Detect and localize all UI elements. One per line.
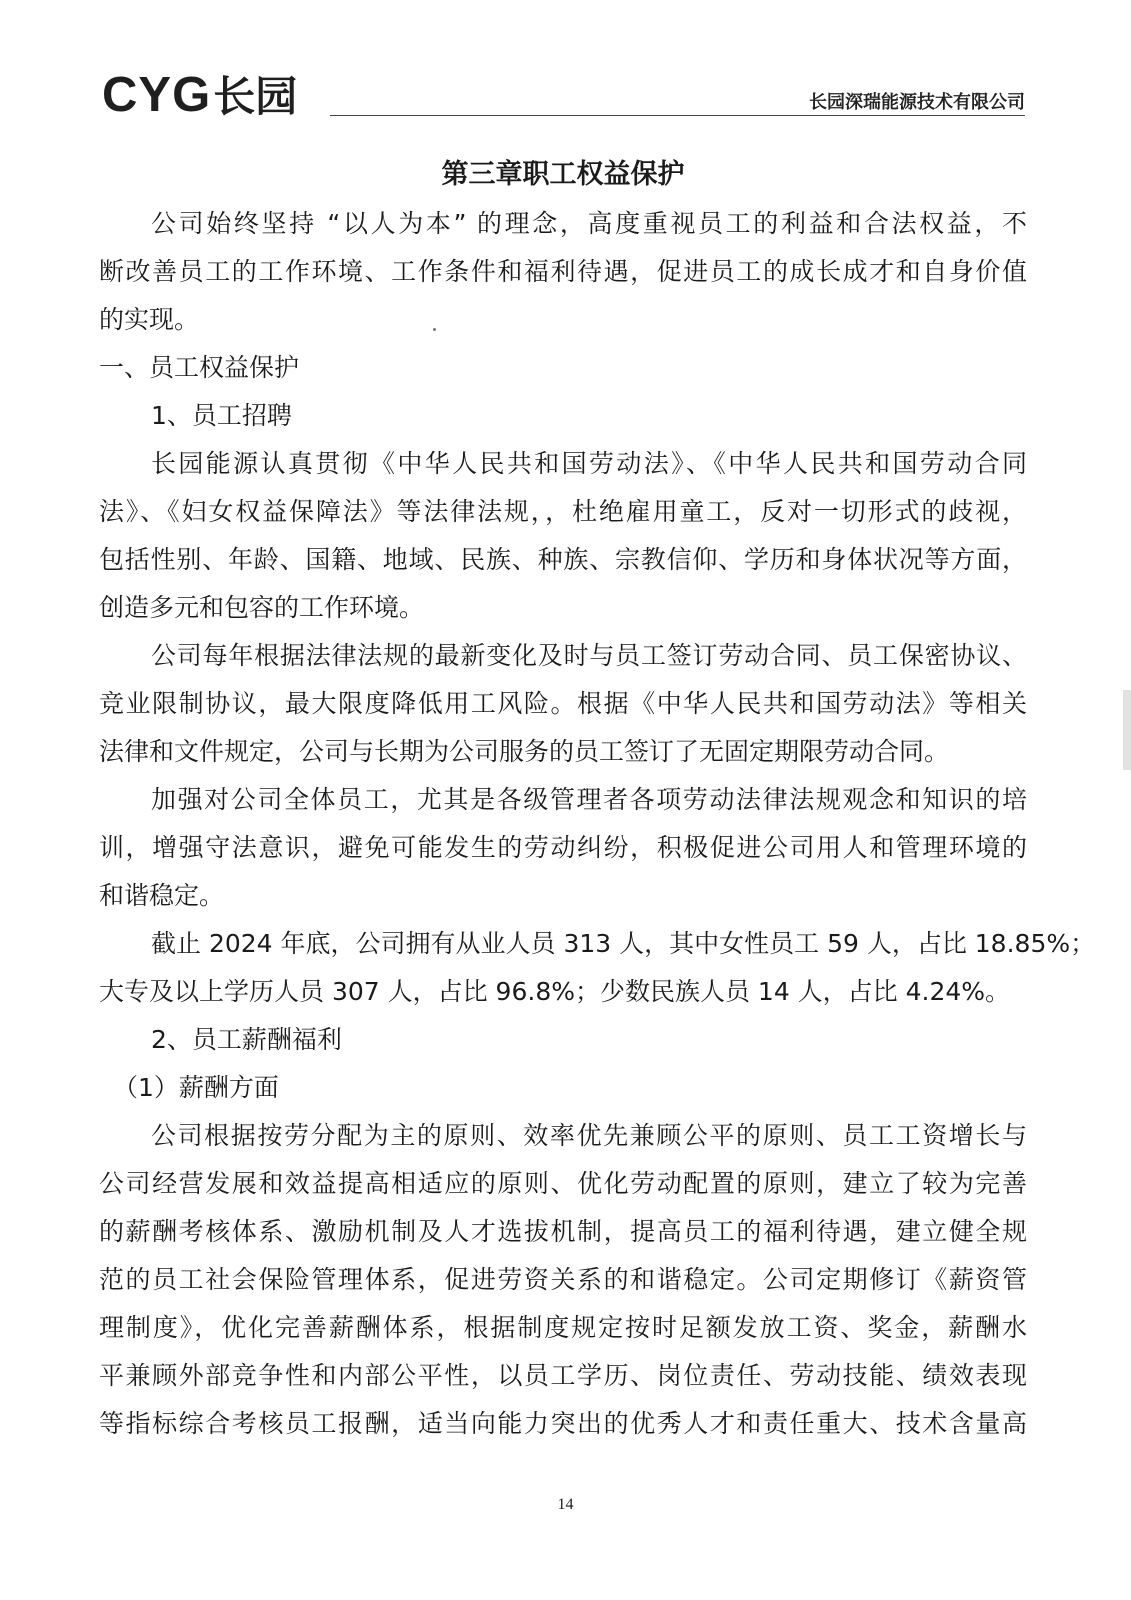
paragraph-recruit-line: 长园能源认真贯彻《中华人民共和国劳动法》、《中华人民共和国劳动合同 [151,449,1027,478]
paragraph-stats-line: 大专及以上学历人员 307 人，占比 96.8%；少数民族人员 14 人，占比 4.24%。 [99,977,1011,1006]
paragraph-salary-line: 公司根据按劳分配为主的原则、效率优先兼顾公平的原则、员工工资增长与 [151,1121,1027,1150]
page-number: 14 [557,1496,574,1513]
paragraph-training-line: 和谐稳定。 [99,881,225,910]
header-rule [330,115,1025,116]
paragraph-salary-line: 范的员工社会保险管理体系，促进劳资关系的和谐稳定。公司定期修订《薪资管 [99,1265,1027,1294]
logo-latin: CYG [102,68,212,122]
paragraph-intro-line: 公司始终坚持 “以人为本” 的理念，高度重视员工的利益和合法权益，不 [151,209,1027,238]
paragraph-contract-line: 公司每年根据法律法规的最新变化及时与员工签订劳动合同、员工保密协议、 [151,641,1027,670]
paragraph-training-line: 加强对公司全体员工，尤其是各级管理者各项劳动法律法规观念和知识的培 [151,785,1027,814]
paragraph-contract-line: 竞业限制协议，最大限度降低用工风险。根据《中华人民共和国劳动法》等相关 [99,689,1027,718]
paragraph-salary-line: 平兼顾外部竞争性和内部公平性，以员工学历、岗位责任、劳动技能、绩效表现 [99,1361,1027,1390]
company-logo [102,64,297,124]
company-name: 长园深瑞能源技术有限公司 [809,92,1025,113]
paragraph-salary-line: 理制度》，优化完善薪酬体系，根据制度规定按时足额发放工资、奖金，薪酬水 [99,1313,1027,1342]
paragraph-contract-line: 法律和文件规定，公司与长期为公司服务的员工签订了无固定期限劳动合同。 [99,737,950,766]
sub-subsection-heading: （1）薪酬方面 [113,1073,279,1102]
logo-chinese: 长园 [213,72,298,121]
scan-edge-mark [1123,690,1131,770]
paragraph-intro-line: 的实现。 [99,305,200,334]
subsection-heading: 2、员工薪酬福利 [151,1025,342,1054]
paragraph-recruit-line: 包括性别、年龄、国籍、地域、民族、种族、宗教信仰、学历和身体状况等方面， [99,545,1027,574]
section-heading: 一、员工权益保护 [99,353,300,382]
paragraph-training-line: 训，增强守法意识，避免可能发生的劳动纠纷，积极促进公司用人和管理环境的 [99,833,1027,862]
paragraph-salary-line: 的薪酬考核体系、激励机制及人才选拔机制，提高员工的福利待遇，建立健全规 [99,1217,1027,1246]
subsection-heading: 1、员工招聘 [151,401,292,430]
paragraph-stats-line: 截止 2024 年底，公司拥有从业人员 313 人，其中女性员工 59 人，占比 18.85%； [151,929,1096,958]
paragraph-salary-line: 公司经营发展和效益提高相适应的原则、优化劳动配置的原则，建立了较为完善 [99,1169,1027,1198]
chapter-title: 第三章职工权益保护 [441,159,685,190]
paragraph-recruit-line: 法》、《妇女权益保障法》等法律法规，，杜绝雇用童工，反对一切形式的歧视， [99,497,1027,526]
paragraph-recruit-line: 创造多元和包容的工作环境。 [99,593,425,622]
paragraph-salary-line: 等指标综合考核员工报酬，适当向能力突出的优秀人才和责任重大、技术含量高 [99,1409,1027,1438]
paragraph-intro-line: 断改善员工的工作环境、工作条件和福利待遇，促进员工的成长成才和自身价值 [99,257,1027,286]
page-header [0,0,1131,125]
page-body [99,150,1096,1448]
